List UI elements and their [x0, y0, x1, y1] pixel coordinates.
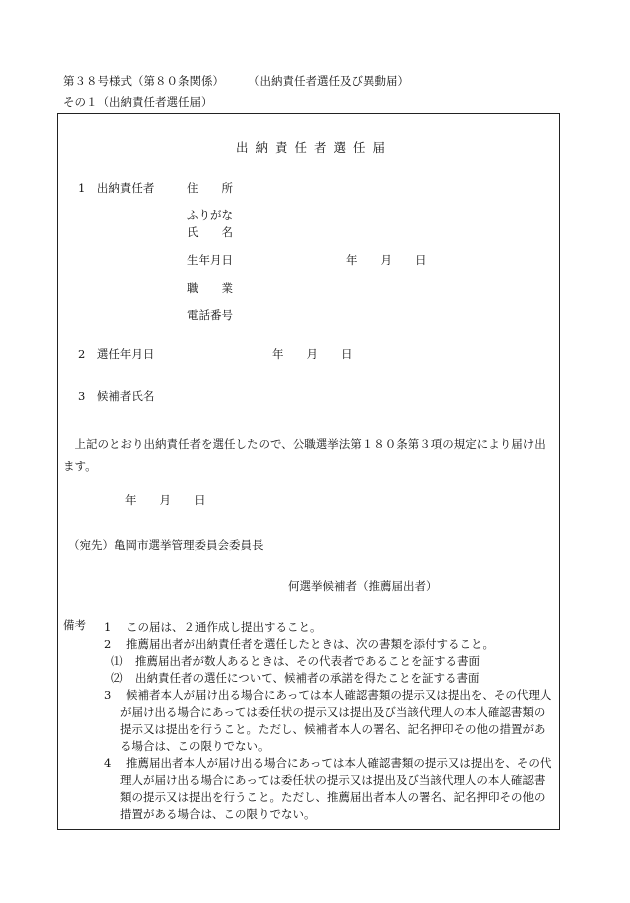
sub-title: その１（出納責任者選任届）: [63, 95, 213, 109]
addressee: （宛先）亀岡市選挙管理委員会委員長: [68, 538, 264, 552]
occupation-label: 職 業: [187, 281, 233, 295]
item2-ymd: 年 月 日: [272, 347, 353, 361]
address-label: 住 所: [187, 181, 233, 195]
birthdate-label: 生年月日: [187, 253, 233, 267]
item3-label: 3 候補者氏名: [78, 389, 155, 403]
name-label: 氏 名: [187, 225, 233, 239]
remark-num-2: 2: [104, 637, 112, 651]
remark-sub-num-2: ⑵: [111, 671, 123, 685]
remark-text-2: 推薦届出者が出納責任者を選任したときは、次の書類を添付すること。: [126, 637, 494, 651]
remark-num-4: 4: [104, 756, 112, 770]
item2-label: 2 選任年月日: [78, 347, 155, 361]
remark-text-1: この届は、２通作成し提出すること。: [126, 620, 322, 634]
form-note: （出納責任者選任及び異動届）: [248, 74, 409, 88]
remark-sub-text-1: 推薦届出者が数人あるときは、その代表者であることを証する書面: [135, 654, 480, 668]
remark-text-3: 候補者本人が届け出る場合にあっては本人確認書類の提示又は提出を、その代理人が届け出る場合にあっては委任状の提示又は提出及び当該代理人の本人確認書類の提示又は提出を行うこと。ただし、候補者本人の署名、記名押印その他の措置がある場合は、この限りでない。: [120, 688, 552, 753]
remark-sub-text-2: 出納責任者の選任について、候補者の承諾を得たことを証する書面: [135, 671, 480, 685]
birthdate-ymd: 年 月 日: [346, 253, 427, 267]
phone-label: 電話番号: [187, 308, 233, 322]
item1-label: 1 出納責任者: [78, 181, 155, 195]
remark-num-1: 1: [104, 620, 112, 634]
form-title: 出納責任者選任届: [236, 140, 393, 155]
furigana-label: ふりがな: [187, 208, 233, 222]
date-ymd: 年 月 日: [125, 493, 206, 507]
remark-text-4: 推薦届出者本人が届け出る場合にあっては本人確認書類の提示又は提出を、その代理人が届け出る場合にあっては委任状の提示又は提出及び当該代理人の本人確認書類の提示又は提出を行うこと。ただし、推薦届出者本人の署名、記名押印その他の措置がある場合は、この限りでない。: [120, 756, 552, 821]
remarks-label: 備考: [63, 618, 86, 632]
form-number: 第３８号様式（第８０条関係）: [63, 74, 224, 88]
remark-sub-num-1: ⑴: [111, 654, 123, 668]
statement: 上記のとおり出納責任者を選任したので、公職選挙法第１８０条第３項の規定により届け出ます。: [63, 437, 546, 473]
submitter: 何選挙候補者（推薦届出者）: [288, 579, 438, 593]
remark-num-3: 3: [104, 688, 112, 702]
